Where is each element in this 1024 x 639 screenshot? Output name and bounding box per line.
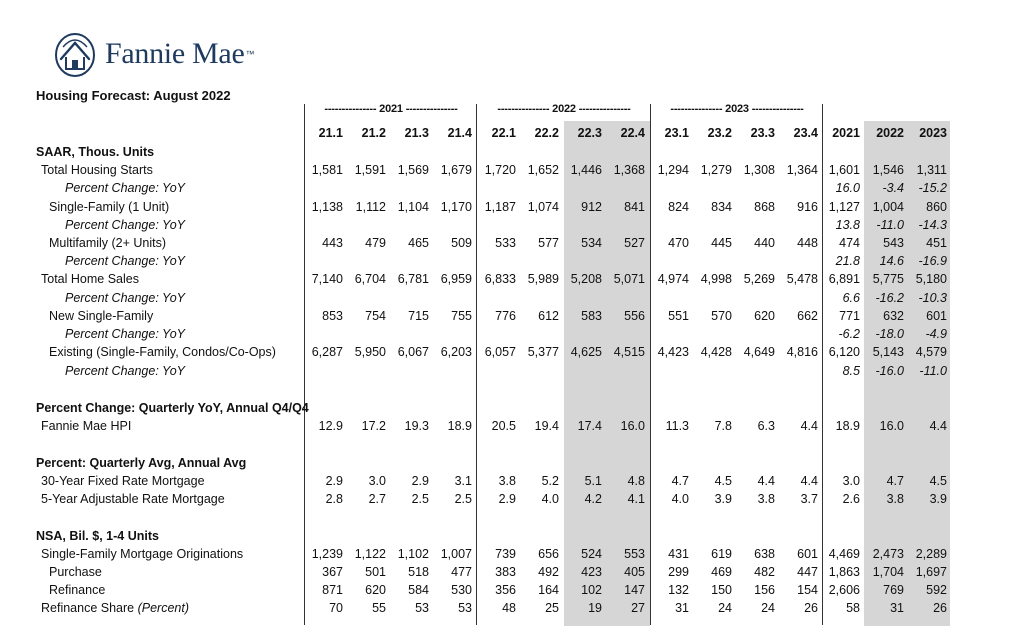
row-label: Percent Change: YoY [65, 254, 185, 268]
column-header: 21.1 [318, 126, 343, 140]
table-cell: 469 [711, 565, 732, 579]
table-cell: 556 [624, 309, 645, 323]
column-header: 2022 [876, 126, 904, 140]
table-cell: 620 [754, 309, 775, 323]
house-seal-icon [53, 29, 97, 79]
column-header: 2023 [919, 126, 947, 140]
document-title: Housing Forecast: August 2022 [36, 88, 231, 103]
logo-wordmark: Fannie Mae [105, 37, 245, 70]
year-header-2022: --------------- 2022 --------------- [497, 103, 631, 115]
table-cell: 551 [668, 309, 689, 323]
table-cell: 19 [588, 601, 602, 615]
table-cell: 2,606 [828, 583, 860, 597]
table-row [0, 362, 1024, 380]
table-cell: 3.0 [368, 474, 386, 488]
table-cell: 1,704 [872, 565, 904, 579]
table-cell: 1,446 [570, 163, 602, 177]
table-cell: 834 [711, 200, 732, 214]
table-row [0, 289, 1024, 307]
table-cell: 465 [408, 236, 429, 250]
table-cell: 4,625 [570, 345, 602, 359]
table-cell: 2.9 [411, 474, 429, 488]
table-cell: 1,239 [311, 547, 343, 561]
table-cell: 1,112 [355, 200, 386, 214]
table-cell: 4.2 [584, 492, 602, 506]
table-cell: 4,649 [743, 345, 775, 359]
table-cell: 1,311 [916, 163, 947, 177]
table-row [0, 325, 1024, 343]
table-cell: 3.9 [929, 492, 947, 506]
table-cell: 584 [408, 583, 429, 597]
table-cell: 916 [797, 200, 818, 214]
column-header: 2021 [832, 126, 860, 140]
table-cell: 3.0 [842, 474, 860, 488]
table-cell: -4.9 [925, 327, 947, 341]
table-cell: 4,998 [700, 272, 732, 286]
table-cell: 479 [365, 236, 386, 250]
table-cell: 102 [581, 583, 602, 597]
table-cell: 6,704 [354, 272, 386, 286]
table-cell: 164 [538, 583, 559, 597]
table-cell: 1,187 [484, 200, 516, 214]
row-label: Total Housing Starts [41, 163, 153, 177]
table-cell: 6,959 [440, 272, 472, 286]
table-cell: 20.5 [491, 419, 516, 433]
table-cell: 2,289 [915, 547, 947, 561]
row-label: Percent Change: YoY [65, 327, 185, 341]
table-cell: 771 [839, 309, 860, 323]
table-cell: 1,007 [440, 547, 472, 561]
table-cell: 776 [495, 309, 516, 323]
table-cell: 4,428 [700, 345, 732, 359]
table-cell: 2.8 [325, 492, 343, 506]
table-cell: -11.0 [876, 218, 904, 232]
spacer-row [0, 435, 1024, 453]
row-label: Fannie Mae HPI [41, 419, 132, 433]
table-cell: 6,287 [311, 345, 343, 359]
table-cell: 14.6 [879, 254, 904, 268]
table-cell: 4.5 [714, 474, 732, 488]
table-row [0, 490, 1024, 508]
table-row [0, 307, 1024, 325]
table-cell: 1,863 [828, 565, 860, 579]
table-cell: 1,697 [915, 565, 947, 579]
table-cell: -14.3 [918, 218, 947, 232]
table-cell: 1,279 [700, 163, 732, 177]
column-header: 22.1 [491, 126, 516, 140]
table-cell: 448 [797, 236, 818, 250]
table-cell: 592 [926, 583, 947, 597]
table-cell: 570 [711, 309, 732, 323]
table-cell: 715 [408, 309, 429, 323]
row-label: Refinance Share (Percent) [41, 601, 189, 615]
table-cell: 6.3 [757, 419, 775, 433]
table-cell: 470 [668, 236, 689, 250]
section-header-row [0, 143, 1024, 161]
table-cell: 583 [581, 309, 602, 323]
table-cell: 26 [933, 601, 947, 615]
table-cell: 4.8 [627, 474, 645, 488]
table-cell: 132 [668, 583, 689, 597]
table-cell: 27 [631, 601, 645, 615]
table-cell: 1,138 [311, 200, 343, 214]
table-cell: 31 [675, 601, 689, 615]
table-cell: -10.3 [918, 291, 947, 305]
table-cell: 5,775 [872, 272, 904, 286]
table-cell: 3.1 [454, 474, 472, 488]
table-cell: 662 [797, 309, 818, 323]
table-cell: 58 [846, 601, 860, 615]
table-row [0, 599, 1024, 617]
table-cell: 4,469 [828, 547, 860, 561]
table-cell: 25 [545, 601, 559, 615]
table-cell: 4.4 [757, 474, 775, 488]
table-cell: 1,581 [311, 163, 343, 177]
section-header-row [0, 399, 1024, 417]
table-cell: 1,591 [354, 163, 386, 177]
table-cell: 17.2 [361, 419, 386, 433]
table-cell: 3.9 [714, 492, 732, 506]
table-cell: 2.6 [842, 492, 860, 506]
table-cell: 868 [754, 200, 775, 214]
table-cell: 524 [581, 547, 602, 561]
column-header: 23.2 [707, 126, 732, 140]
table-cell: -6.2 [838, 327, 860, 341]
table-cell: 154 [797, 583, 818, 597]
column-header: 23.1 [664, 126, 689, 140]
table-cell: 4.5 [929, 474, 947, 488]
table-cell: 1,569 [397, 163, 429, 177]
table-cell: 53 [415, 601, 429, 615]
table-cell: 7,140 [311, 272, 343, 286]
table-cell: 6,833 [484, 272, 516, 286]
section-label: NSA, Bil. $, 1-4 Units [36, 529, 159, 543]
table-cell: 4.7 [886, 474, 904, 488]
table-cell: 638 [754, 547, 775, 561]
table-cell: 6,067 [397, 345, 429, 359]
table-cell: 6,781 [397, 272, 429, 286]
row-label: 5-Year Adjustable Rate Mortgage [41, 492, 225, 506]
table-cell: 5.1 [584, 474, 602, 488]
table-cell: -16.0 [875, 364, 904, 378]
row-label: Percent Change: YoY [65, 218, 185, 232]
table-cell: 13.8 [835, 218, 860, 232]
table-cell: 4.4 [800, 474, 818, 488]
table-cell: 530 [451, 583, 472, 597]
column-header: 23.4 [793, 126, 818, 140]
table-cell: 1,170 [440, 200, 472, 214]
table-cell: 1,127 [828, 200, 860, 214]
column-header: 22.3 [577, 126, 602, 140]
table-cell: 1,004 [872, 200, 904, 214]
table-cell: 1,368 [613, 163, 645, 177]
table-cell: 1,601 [828, 163, 860, 177]
table-cell: 912 [581, 200, 602, 214]
section-label: Percent: Quarterly Avg, Annual Avg [36, 456, 247, 470]
table-cell: 620 [365, 583, 386, 597]
table-cell: 17.4 [577, 419, 602, 433]
table-cell: 1,720 [484, 163, 516, 177]
table-row [0, 417, 1024, 435]
table-cell: -11.0 [919, 364, 947, 378]
table-cell: 4.1 [627, 492, 645, 506]
table-cell: 1,104 [397, 200, 429, 214]
spacer-row [0, 380, 1024, 398]
row-label: Single-Family Mortgage Originations [41, 547, 244, 561]
table-cell: 601 [797, 547, 818, 561]
year-header-2021: --------------- 2021 --------------- [324, 103, 458, 115]
table-cell: 2.5 [411, 492, 429, 506]
table-cell: 841 [624, 200, 645, 214]
table-cell: 619 [711, 547, 732, 561]
table-cell: 6.6 [842, 291, 860, 305]
row-label: Percent Change: YoY [65, 291, 185, 305]
table-cell: 656 [538, 547, 559, 561]
table-cell: 5,950 [354, 345, 386, 359]
row-label: Refinance [49, 583, 106, 597]
table-cell: 5,071 [613, 272, 645, 286]
table-cell: 533 [495, 236, 516, 250]
table-cell: 7.8 [714, 419, 732, 433]
table-cell: 16.0 [835, 181, 860, 195]
section-label: SAAR, Thous. Units [36, 145, 155, 159]
table-cell: -16.2 [875, 291, 904, 305]
table-cell: 739 [495, 547, 516, 561]
table-cell: 48 [502, 601, 516, 615]
table-cell: 3.8 [498, 474, 516, 488]
table-cell: 443 [322, 236, 343, 250]
table-cell: 612 [538, 309, 559, 323]
table-cell: 5,377 [527, 345, 559, 359]
table-cell: 477 [451, 565, 472, 579]
table-cell: 754 [365, 309, 386, 323]
table-cell: 1,122 [354, 547, 386, 561]
table-cell: 6,120 [828, 345, 860, 359]
table-cell: 1,546 [872, 163, 904, 177]
row-label: Percent Change: YoY [65, 181, 185, 195]
column-header: 22.4 [620, 126, 645, 140]
table-row [0, 270, 1024, 288]
table-cell: 447 [797, 565, 818, 579]
trademark-mark: ™ [245, 49, 255, 59]
table-cell: 1,308 [743, 163, 775, 177]
table-cell: -16.9 [918, 254, 947, 268]
table-cell: -15.2 [918, 181, 947, 195]
table-cell: 299 [668, 565, 689, 579]
table-cell: 601 [926, 309, 947, 323]
table-cell: 4.4 [929, 419, 947, 433]
table-cell: 4,423 [657, 345, 689, 359]
column-header-row [0, 124, 1024, 142]
table-cell: 501 [365, 565, 386, 579]
table-cell: 5,180 [915, 272, 947, 286]
table-cell: 543 [883, 236, 904, 250]
table-cell: 24 [761, 601, 775, 615]
table-cell: 755 [451, 309, 472, 323]
table-cell: 383 [495, 565, 516, 579]
table-cell: 492 [538, 565, 559, 579]
column-header: 21.3 [404, 126, 429, 140]
table-cell: 553 [624, 547, 645, 561]
table-row [0, 252, 1024, 270]
row-label: Multifamily (2+ Units) [49, 236, 167, 250]
table-cell: 482 [754, 565, 775, 579]
table-cell: 2.9 [498, 492, 516, 506]
table-cell: 3.8 [886, 492, 904, 506]
table-cell: 509 [451, 236, 472, 250]
row-label: New Single-Family [49, 309, 154, 323]
table-cell: 55 [372, 601, 386, 615]
table-cell: 4,974 [657, 272, 689, 286]
table-cell: 1,679 [440, 163, 472, 177]
table-cell: 871 [322, 583, 343, 597]
table-cell: 451 [926, 236, 947, 250]
table-cell: 3.8 [757, 492, 775, 506]
row-label: Existing (Single-Family, Condos/Co-Ops) [49, 345, 276, 359]
table-cell: 4,515 [613, 345, 645, 359]
table-cell: 4,579 [915, 345, 947, 359]
table-cell: 8.5 [842, 364, 860, 378]
row-label: Total Home Sales [41, 272, 139, 286]
table-cell: 156 [754, 583, 775, 597]
column-header: 23.3 [750, 126, 775, 140]
table-cell: 527 [624, 236, 645, 250]
section-header-row [0, 527, 1024, 545]
table-row [0, 234, 1024, 252]
table-cell: 31 [890, 601, 904, 615]
row-label: Percent Change: YoY [65, 364, 185, 378]
table-cell: 21.8 [835, 254, 860, 268]
table-cell: 518 [408, 565, 429, 579]
table-cell: 26 [804, 601, 818, 615]
column-header: 22.2 [534, 126, 559, 140]
table-cell: 5,143 [872, 345, 904, 359]
table-cell: 150 [711, 583, 732, 597]
table-row [0, 198, 1024, 216]
fannie-mae-logo [53, 26, 254, 82]
table-cell: 24 [718, 601, 732, 615]
table-cell: 18.9 [835, 419, 860, 433]
table-cell: 11.3 [665, 419, 689, 433]
table-cell: 405 [624, 565, 645, 579]
table-row [0, 216, 1024, 234]
table-cell: 1,102 [397, 547, 429, 561]
table-cell: 367 [322, 565, 343, 579]
row-label: Single-Family (1 Unit) [49, 200, 170, 214]
table-cell: 4,816 [786, 345, 818, 359]
table-row [0, 581, 1024, 599]
table-cell: 853 [322, 309, 343, 323]
table-cell: 5,478 [786, 272, 818, 286]
table-cell: 18.9 [447, 419, 472, 433]
table-row [0, 563, 1024, 581]
table-cell: 1,294 [657, 163, 689, 177]
table-cell: 1,652 [527, 163, 559, 177]
table-cell: 632 [883, 309, 904, 323]
table-cell: 19.4 [534, 419, 559, 433]
table-cell: 4.7 [671, 474, 689, 488]
table-cell: 6,891 [828, 272, 860, 286]
table-cell: 431 [668, 547, 689, 561]
column-header: 21.4 [447, 126, 472, 140]
table-cell: 6,203 [440, 345, 472, 359]
table-cell: 5,269 [743, 272, 775, 286]
table-row [0, 343, 1024, 361]
table-row [0, 161, 1024, 179]
spacer-row [0, 508, 1024, 526]
table-cell: 5,989 [527, 272, 559, 286]
table-cell: 445 [711, 236, 732, 250]
table-cell: 16.0 [879, 419, 904, 433]
section-label: Percent Change: Quarterly YoY, Annual Q4/Q4 [36, 401, 309, 415]
table-cell: 423 [581, 565, 602, 579]
section-header-row [0, 454, 1024, 472]
table-cell: 53 [458, 601, 472, 615]
table-cell: 12.9 [318, 419, 343, 433]
table-cell: 1,074 [527, 200, 559, 214]
table-cell: 474 [839, 236, 860, 250]
table-cell: 860 [926, 200, 947, 214]
table-cell: 2.9 [325, 474, 343, 488]
table-cell: 577 [538, 236, 559, 250]
row-label: 30-Year Fixed Rate Mortgage [41, 474, 205, 488]
table-cell: 16.0 [620, 419, 645, 433]
table-cell: 2.5 [454, 492, 472, 506]
table-cell: 2.7 [368, 492, 386, 506]
table-cell: 356 [495, 583, 516, 597]
table-row [0, 545, 1024, 563]
table-cell: 440 [754, 236, 775, 250]
row-label: Purchase [49, 565, 102, 579]
table-cell: 6,057 [484, 345, 516, 359]
table-row [0, 179, 1024, 197]
table-cell: 4.4 [800, 419, 818, 433]
table-cell: 70 [329, 601, 343, 615]
table-cell: 1,364 [786, 163, 818, 177]
table-cell: 824 [668, 200, 689, 214]
table-cell: 4.0 [671, 492, 689, 506]
table-cell: 5.2 [541, 474, 559, 488]
table-cell: 2,473 [872, 547, 904, 561]
table-cell: -18.0 [875, 327, 904, 341]
table-cell: -3.4 [882, 181, 904, 195]
table-cell: 147 [624, 583, 645, 597]
table-cell: 769 [883, 583, 904, 597]
table-cell: 19.3 [404, 419, 429, 433]
table-cell: 534 [581, 236, 602, 250]
table-cell: 4.0 [541, 492, 559, 506]
year-header-2023: --------------- 2023 --------------- [670, 103, 804, 115]
column-header: 21.2 [361, 126, 386, 140]
table-cell: 5,208 [570, 272, 602, 286]
table-row [0, 472, 1024, 490]
table-cell: 3.7 [800, 492, 818, 506]
